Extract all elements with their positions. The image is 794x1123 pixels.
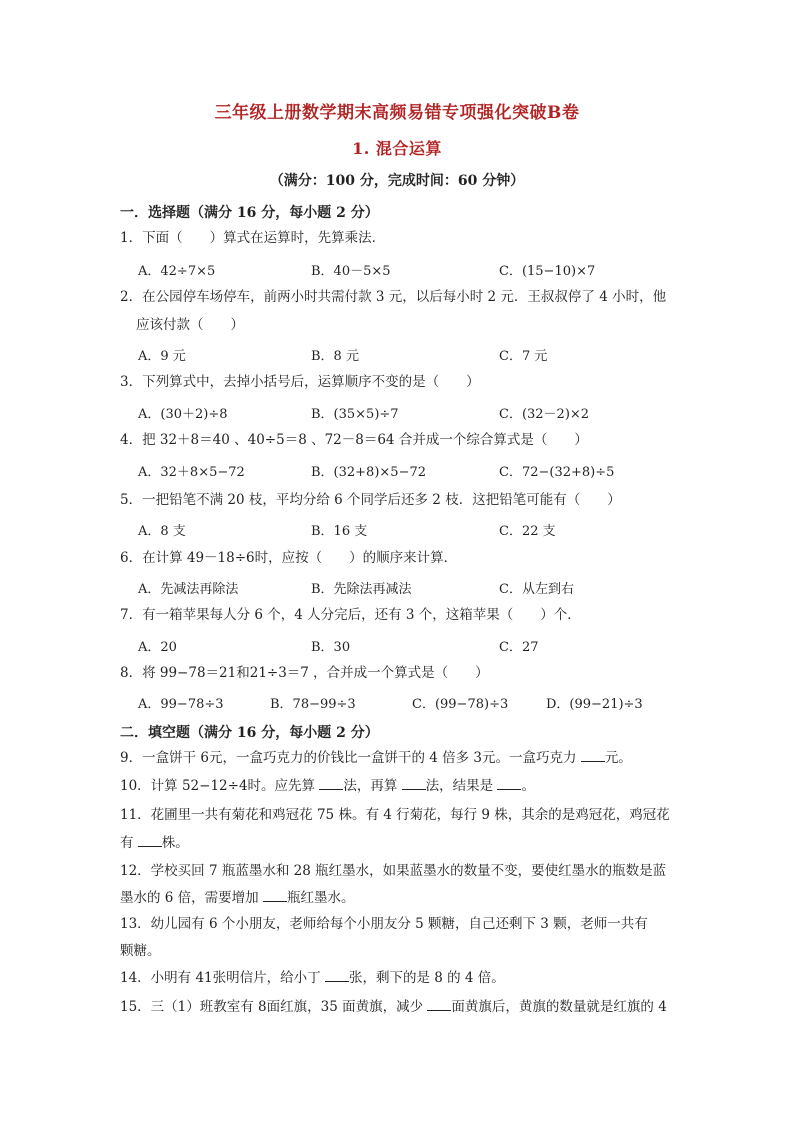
- page-title: 三年级上册数学期末高频易错专项强化突破B卷: [214, 103, 580, 123]
- q7-option-a: A．20: [138, 640, 177, 655]
- q4-option-b: B．(32+8)×5−72: [311, 465, 427, 480]
- q1-option-b: B．40－5×5: [311, 264, 391, 279]
- q8-option-b: B．78−99÷3: [270, 697, 356, 712]
- question-2: 2．在公园停车场停车，前两小时共需付款 3 元，以后每小时 2 元．王叔叔停了 4 小时，他: [120, 289, 667, 305]
- question-8: 8．将 99−78＝21和21÷3＝7 ，合并成一个算式是（ ）: [120, 665, 489, 681]
- question-1: 1．下面（ ）算式在运算时，先算乘法．: [120, 230, 386, 246]
- question-15: 15．三（1）班教室有 8面红旗，35 面黄旗，减少 面黄旗后，黄旗的数量就是红旗的 4: [120, 999, 667, 1015]
- page-subtitle: 1. 混合运算: [352, 139, 442, 158]
- question-7: 7．有一箱苹果每人分 6 个，4 人分完后，还有 3 个，这箱苹果（ ）个．: [120, 607, 581, 623]
- question-12-line2: 墨水的 6 倍，需要增加 瓶红墨水。: [120, 890, 355, 906]
- q3-option-b: B．(35×5)÷7: [311, 407, 399, 422]
- answer-blank[interactable]: [497, 777, 521, 790]
- answer-blank[interactable]: [402, 777, 426, 790]
- q8-option-a: A．99−78÷3: [138, 697, 224, 712]
- q4-option-a: A．32＋8×5−72: [138, 465, 245, 480]
- q6-option-a: A．先减法再除法: [138, 582, 239, 597]
- q8-option-c: C．(99−78)÷3: [412, 697, 509, 712]
- question-10: 10．计算 52−12÷4时。应先算 法，再算 法，结果是 。: [120, 778, 535, 794]
- question-12: 12．学校买回 7 瓶蓝墨水和 28 瓶红墨水，如果蓝墨水的数量不变，要使红墨水的瓶数是蓝: [120, 863, 667, 879]
- question-13: 13．幼儿园有 6 个小朋友，老师给每个小朋友分 5 颗糖，自己还剩下 3 颗，老师一共有: [120, 916, 648, 932]
- q1-option-c: C．(15−10)×7: [499, 264, 596, 279]
- q5-option-a: A．8 支: [138, 524, 186, 539]
- section-title-fill: 二．填空题（满分 16 分，每小题 2 分）: [120, 725, 379, 741]
- q3-option-c: C．(32－2)×2: [499, 407, 590, 422]
- question-11-line2: 有 株。: [120, 835, 189, 851]
- q2-option-b: B．8 元: [311, 349, 359, 364]
- answer-blank[interactable]: [325, 969, 349, 982]
- question-14: 14．小明有 41张明信片，给小丁 张，剩下的是 8 的 4 倍。: [120, 970, 505, 986]
- question-6: 6．在计算 49－18÷6时，应按（ ）的顺序来计算．: [120, 550, 458, 566]
- q5-option-b: B．16 支: [311, 524, 368, 539]
- question-9: 9．一盒饼干 6元，一盒巧克力的价钱比一盒饼干的 4 倍多 3元。一盒巧克力 元。: [120, 750, 632, 766]
- q7-option-c: C．27: [499, 640, 539, 655]
- exam-info: （满分：100 分，完成时间：60 分钟）: [269, 173, 525, 189]
- question-11: 11．花圃里一共有菊花和鸡冠花 75 株。有 4 行菊花，每行 9 株，其余的是鸡冠花，鸡冠花: [120, 807, 670, 823]
- q4-option-c: C．72−(32+8)÷5: [499, 465, 615, 480]
- answer-blank[interactable]: [581, 749, 605, 762]
- answer-blank[interactable]: [319, 777, 343, 790]
- q2-option-c: C．7 元: [499, 349, 548, 364]
- q3-option-a: A．(30＋2)÷8: [138, 407, 228, 422]
- question-13-line2: 颗糖。: [120, 943, 161, 959]
- q2-option-a: A．9 元: [138, 349, 186, 364]
- question-2-line2: 应该付款（ ）: [136, 317, 244, 333]
- question-5: 5．一把铅笔不满 20 枝，平均分给 6 个同学后还多 2 枝．这把铅笔可能有（ ）: [120, 492, 621, 508]
- q1-option-a: A．42÷7×5: [138, 264, 216, 279]
- question-3: 3．下列算式中，去掉小括号后，运算顺序不变的是（ ）: [120, 374, 480, 390]
- q6-option-b: B．先除法再减法: [311, 582, 412, 597]
- q6-option-c: C．从左到右: [499, 582, 574, 597]
- section-title-choice: 一．选择题（满分 16 分，每小题 2 分）: [120, 205, 379, 221]
- q8-option-d: D．(99−21)÷3: [546, 697, 643, 712]
- question-4: 4．把 32＋8＝40 、40÷5＝8 、72－8＝64 合并成一个综合算式是（ ）: [120, 432, 588, 448]
- answer-blank[interactable]: [138, 834, 162, 847]
- answer-blank[interactable]: [263, 889, 287, 902]
- answer-blank[interactable]: [427, 998, 451, 1011]
- q7-option-b: B．30: [311, 640, 351, 655]
- q5-option-c: C．22 支: [499, 524, 556, 539]
